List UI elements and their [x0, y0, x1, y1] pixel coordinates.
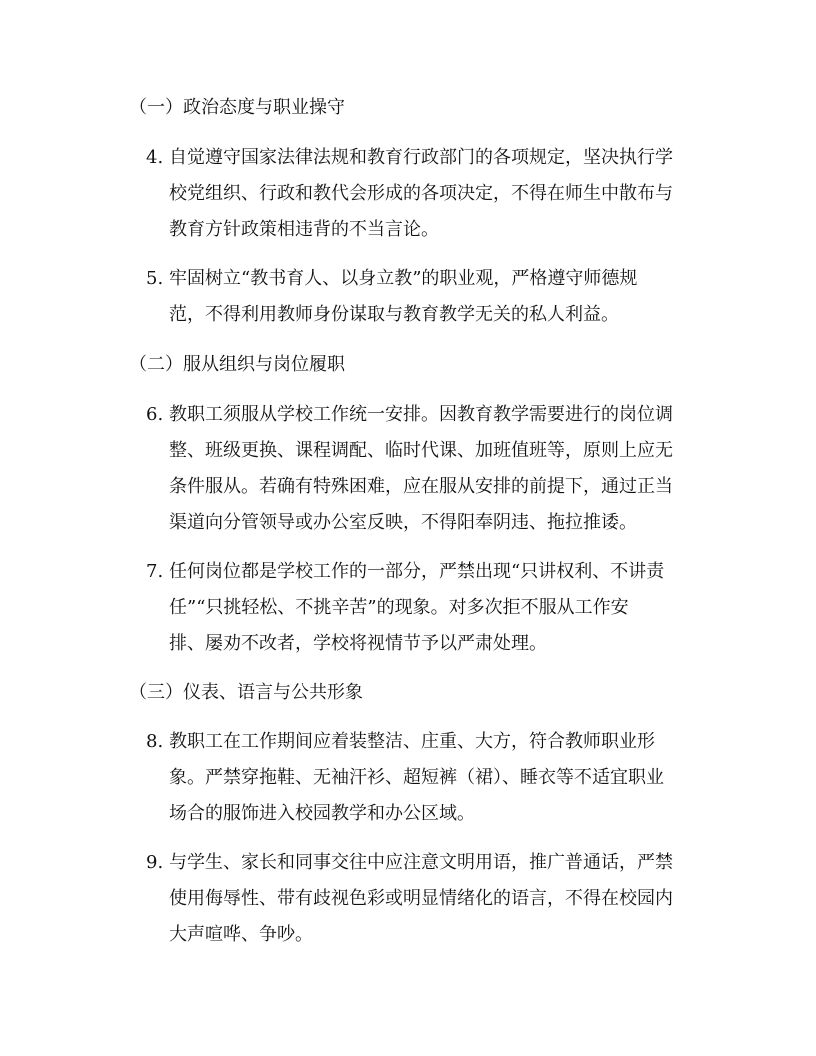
- item-line: 使用侮辱性、带有歧视色彩或明显情绪化的语言，不得在校园内: [169, 888, 673, 909]
- item-number: 5.: [146, 268, 164, 289]
- item-line: 整、班级更换、课程调配、临时代课、加班值班等，原则上应无: [169, 440, 673, 461]
- item-line: 牢固树立“教书育人、以身立教”的职业观，严格遵守师德规: [169, 268, 638, 289]
- item-line: 大声喧哗、争吵。: [169, 924, 313, 945]
- item-line: 范，不得利用教师身份谋取与教育教学无关的私人利益。: [169, 304, 619, 325]
- item-number: 9.: [146, 852, 164, 873]
- item-line: 校党组织、行政和教代会形成的各项决定，不得在师生中散布与: [169, 183, 673, 204]
- item-line: 任”“只挑轻松、不挑辛苦”的现象。对多次拒不服从工作安: [169, 597, 629, 618]
- item-line: 场合的服饰进入校园教学和办公区域。: [169, 803, 475, 824]
- item-line: 教育方针政策相违背的不当言论。: [169, 219, 439, 240]
- item-line: 条件服从。若确有特殊困难，应在服从安排的前提下，通过正当: [169, 476, 673, 497]
- item-line: 任何岗位都是学校工作的一部分，严禁出现“只讲权利、不讲责: [169, 561, 665, 582]
- item-number: 4.: [146, 147, 164, 168]
- section-heading-3: （三）仪表、语言与公共形象: [129, 682, 363, 703]
- item-line: 渠道向分管领导或办公室反映，不得阳奉阴违、拖拉推诿。: [169, 512, 637, 533]
- item-number: 7.: [146, 561, 164, 582]
- item-number: 8.: [146, 731, 164, 752]
- item-number: 6.: [146, 404, 164, 425]
- item-line: 教职工在工作期间应着装整洁、庄重、大方，符合教师职业形: [169, 731, 655, 752]
- item-line: 排、屡劝不改者，学校将视情节予以严肃处理。: [169, 633, 547, 654]
- section-heading-1: （一）政治态度与职业操守: [129, 97, 345, 118]
- item-line: 自觉遵守国家法律法规和教育行政部门的各项规定，坚决执行学: [169, 147, 673, 168]
- item-line: 与学生、家长和同事交往中应注意文明用语，推广普通话，严禁: [169, 852, 673, 873]
- item-line: 象。严禁穿拖鞋、无袖汗衫、超短裤（裙）、睡衣等不适宜职业: [169, 767, 664, 788]
- section-heading-2: （二）服从组织与岗位履职: [129, 354, 345, 375]
- item-line: 教职工须服从学校工作统一安排。因教育教学需要进行的岗位调: [169, 404, 673, 425]
